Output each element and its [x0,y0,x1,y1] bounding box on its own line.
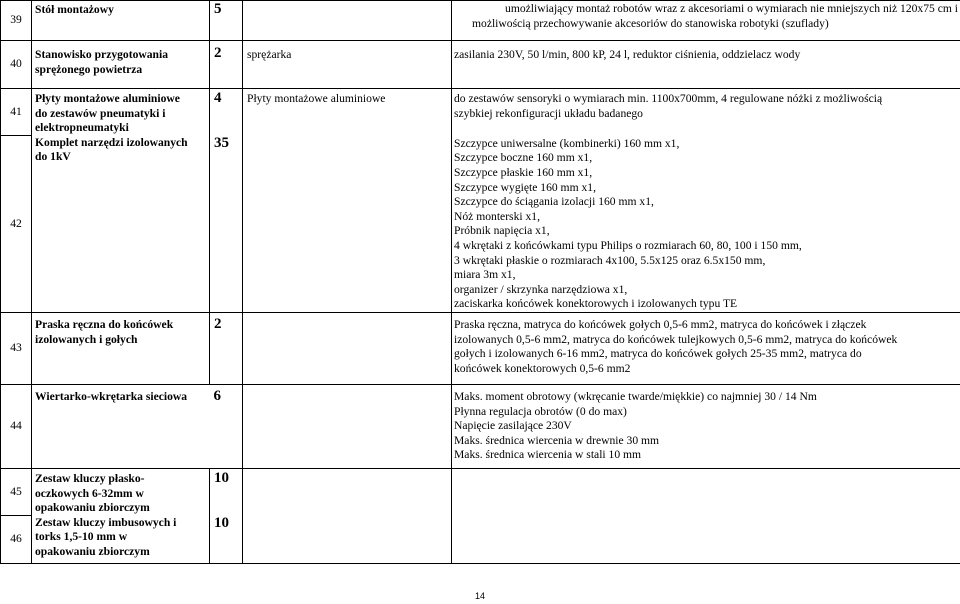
quantity: 6 [210,384,243,468]
table-row [1,1,960,41]
quantity: 2 [210,41,243,89]
description: zasilania 230V, 50 l/min, 800 kP, 24 l, reduktor ciśnienia, oddzielacz wody [452,41,960,89]
item-detail [243,312,452,384]
row-number: 41 [1,89,32,136]
quantity: 4 [210,89,243,136]
table-row [1,136,960,313]
item-detail [243,136,452,313]
item-detail [243,516,452,564]
quantity: 35 [210,136,243,313]
quantity: 2 [210,312,243,384]
item-name: Wiertarko-wkrętarka sieciowa [32,384,210,468]
description: Praska ręczna, matryca do końcówek gołych 0,5-6 mm2, matryca do końcówek i złączek izolowanych 0,5-6 mm2, matryca do końcówek tulejkowych 0,5-6 mm2, matryca do końcówek gołych i izolowanych 6-16 mm2, matryca do końcówek gołych 25-35 mm2, matryca do końcówek konektorowych 0,5-6 mm2 [452,312,960,384]
item-name: Stół montażowy [32,1,210,41]
page-number: 14 [474,591,485,601]
row-number: 44 [1,384,32,468]
row-number: 42 [1,136,32,313]
item-name: Płyty montażowe aluminiowe do zestawów pneumatyki i elektropneumatyki [32,89,210,136]
description [452,516,960,564]
table-row [1,516,960,564]
quantity: 10 [210,468,243,515]
item-detail: sprężarka [243,41,452,89]
item-detail [243,468,452,515]
description: Szczypce uniwersalne (kombinerki) 160 mm x1, Szczypce boczne 160 mm x1, Szczypce płaskie 160 mm x1, Szczypce wygięte 160 mm x1, Szczypce do ściągania izolacji 160 mm x1, Nóż monterski x1, Próbnik napięcia x1, 4 wkrętaki z końcówkami typu Philips o rozmiarach 60, 80, 100 i 150 mm, 3 wkrętaki płaskie o rozmiarach 4x100, 5.5x125 oraz 6.5x150 mm, miara 3m x1, organizer / skrzynka narzędziowa x1, zaciskarka końcówek konektorowych i izolowanych typu TE [452,136,960,313]
item-detail: Płyty montażowe aluminiowe [243,89,452,136]
row-number: 46 [1,516,32,564]
row-number: 40 [1,41,32,89]
description: Maks. moment obrotowy (wkręcanie twarde/miękkie) co najmniej 30 / 14 Nm Płynna regulacja obrotów (0 do max) Napięcie zasilające 230V Maks. średnica wiercenia w drewnie 30 mm Maks. średnica wiercenia w stali 10 mm [452,384,960,468]
description: do zestawów sensoryki o wymiarach min. 1100x700mm, 4 regulowane nóżki z możliwością szybkiej rekonfiguracji układu badanego [452,89,960,136]
quantity: 10 [210,516,243,564]
description [452,468,960,515]
table-row [1,312,960,384]
table-row [1,384,960,468]
row-number: 45 [1,468,32,515]
description: umożliwiający montaż robotów wraz z akcesoriami o wymiarach nie mniejszych niż 120x75 cm i możliwością przechowywanie akcesoriów do stanowiska robotyki (szuflady) [452,1,960,41]
item-detail [243,1,452,41]
table-row [1,468,960,515]
table-row [1,41,960,89]
item-name: Zestaw kluczy imbusowych i torks 1,5-10 mm w opakowaniu zbiorczym [32,516,210,564]
item-detail [243,384,452,468]
item-name: Stanowisko przygotowania sprężonego powietrza [32,41,210,89]
item-name: Praska ręczna do końcówek izolowanych i gołych [32,312,210,384]
item-name: Zestaw kluczy płasko- oczkowych 6-32mm w opakowaniu zbiorczym [32,468,210,515]
table-row [1,89,960,136]
quantity: 5 [210,1,243,41]
row-number: 43 [1,312,32,384]
row-number: 39 [1,1,32,41]
item-name: Komplet narzędzi izolowanych do 1kV [32,136,210,313]
